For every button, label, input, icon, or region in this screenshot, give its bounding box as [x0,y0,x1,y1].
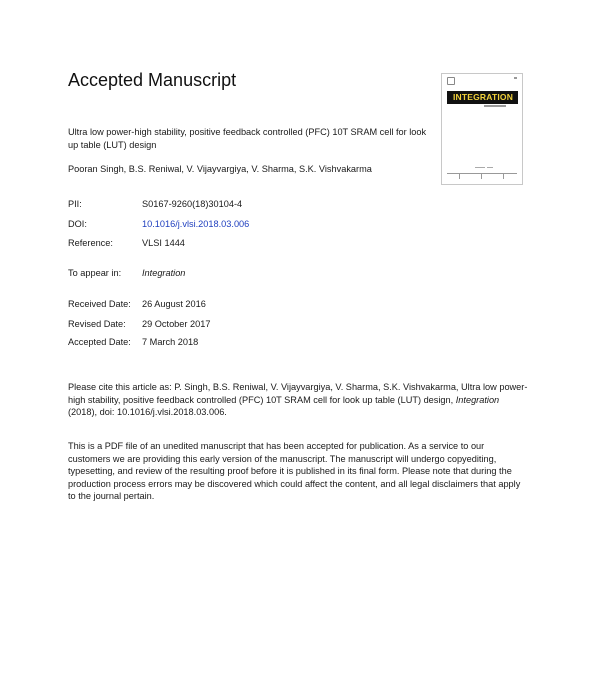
citation-prefix: Please cite this article as: P. Singh, B.S. Reniwal, V. Vijayvargiya, V. Sharma, S.K. Vishvakarma, Ultra low power-high stability, positive feedback controlled (PFC) 10T SRAM cell for look up table (LUT) design, [68,382,528,405]
citation-paragraph [68,381,528,419]
journal-cover-thumbnail [441,73,523,185]
pii-label: PII: [68,199,82,209]
cover-text-line [475,167,485,168]
article-authors: Pooran Singh, B.S. Reniwal, V. Vijayvargiya, V. Sharma, S.K. Vishvakarma [68,164,372,174]
article-title: Ultra low power-high stability, positive feedback controlled (PFC) 10T SRAM cell for look up table (LUT) design [68,127,427,150]
reference-value: VLSI 1444 [142,238,185,248]
cover-footer-rule [447,173,517,176]
cover-corner-mark [514,77,517,79]
received-date-label: Received Date: [68,299,131,309]
citation-journal: Integration [455,394,500,405]
page-heading: Accepted Manuscript [68,70,237,90]
publisher-logo-icon [447,77,455,85]
revised-date-label: Revised Date: [68,319,126,329]
doi-label: DOI: [68,219,87,229]
accepted-date-label: Accepted Date: [68,337,131,347]
pii-value: S0167-9260(18)30104-4 [142,199,243,209]
reference-label: Reference: [68,238,113,248]
journal-name: Integration [142,268,186,278]
cover-footer-tick [459,174,460,179]
doi-link[interactable]: 10.1016/j.vlsi.2018.03.006 [142,219,250,229]
cover-journal-name: INTEGRATION [452,92,514,102]
received-date-value: 26 August 2016 [142,299,206,309]
citation-suffix: (2018), doi: 10.1016/j.vlsi.2018.03.006. [68,407,227,417]
appear-in-label: To appear in: [68,268,122,278]
cover-text-line [487,167,493,168]
manuscript-notice: This is a PDF file of an unedited manuscript that has been accepted for publication. As a service to our customers we are providing this early version of the manuscript. The manuscript will undergo copyediting, typesetting, and review of the resulting proof before it is published in its final form. Please note that during the production process errors may be discovered which could affect the content, and all legal disclaimers that apply to the journal pertain. [68,441,521,501]
revised-date-value: 29 October 2017 [142,319,211,329]
cover-footer-tick [481,174,482,179]
cover-subtitle-line [484,105,506,107]
accepted-date-value: 7 March 2018 [142,337,199,347]
cover-footer-tick [503,174,504,179]
